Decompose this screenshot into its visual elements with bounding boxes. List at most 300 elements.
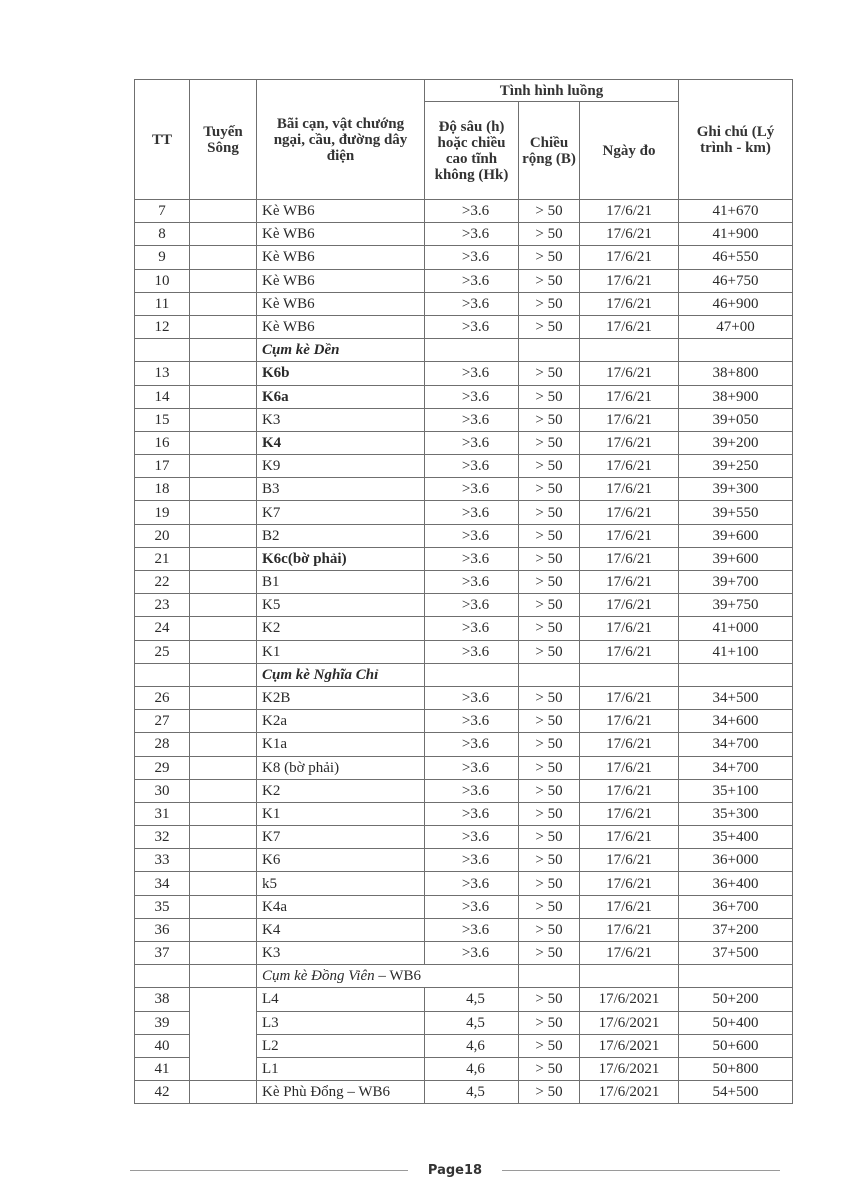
- obstacle-name: Kè WB6: [257, 315, 425, 338]
- obstacle-name: K9: [257, 455, 425, 478]
- date-cell: 17/6/21: [580, 246, 679, 269]
- tt-cell: 35: [135, 895, 190, 918]
- obstacle-name: K7: [257, 501, 425, 524]
- river-cell: [190, 408, 257, 431]
- note-cell: 39+600: [679, 547, 793, 570]
- note-cell: 41+100: [679, 640, 793, 663]
- date-cell: 17/6/21: [580, 547, 679, 570]
- width-cell: > 50: [519, 524, 580, 547]
- header-width: Chiều rộng (B): [519, 102, 580, 200]
- date-cell: 17/6/21: [580, 455, 679, 478]
- depth-cell: >3.6: [425, 942, 519, 965]
- note-cell: 39+200: [679, 431, 793, 454]
- river-cell: [190, 918, 257, 941]
- group-row: [135, 663, 793, 686]
- width-cell: > 50: [519, 918, 580, 941]
- note-cell: 34+700: [679, 733, 793, 756]
- width-cell: [519, 339, 580, 362]
- date-cell: 17/6/21: [580, 594, 679, 617]
- depth-cell: >3.6: [425, 779, 519, 802]
- tt-cell: 36: [135, 918, 190, 941]
- table-row: [135, 315, 793, 338]
- tt-cell: 22: [135, 571, 190, 594]
- date-cell: 17/6/21: [580, 315, 679, 338]
- river-cell: [190, 663, 257, 686]
- note-cell: [679, 663, 793, 686]
- obstacle-name: L4: [257, 988, 425, 1011]
- river-cell: [190, 942, 257, 965]
- obstacle-name: K6a: [257, 385, 425, 408]
- note-cell: 50+800: [679, 1057, 793, 1080]
- header-obstacle-name: Bãi cạn, vật chướng ngại, cầu, đường dây điện: [257, 80, 425, 200]
- note-cell: 50+400: [679, 1011, 793, 1034]
- width-cell: > 50: [519, 1034, 580, 1057]
- river-cell: [190, 547, 257, 570]
- width-cell: > 50: [519, 571, 580, 594]
- tt-cell: 14: [135, 385, 190, 408]
- width-cell: > 50: [519, 872, 580, 895]
- width-cell: > 50: [519, 269, 580, 292]
- table-row: [135, 501, 793, 524]
- tt-cell: 9: [135, 246, 190, 269]
- table-row: [135, 942, 793, 965]
- date-cell: 17/6/21: [580, 872, 679, 895]
- table-row: [135, 455, 793, 478]
- note-cell: 34+600: [679, 710, 793, 733]
- date-cell: 17/6/21: [580, 733, 679, 756]
- date-cell: 17/6/21: [580, 802, 679, 825]
- table-row: [135, 408, 793, 431]
- note-cell: 35+300: [679, 802, 793, 825]
- table-row: [135, 640, 793, 663]
- depth-cell: >3.6: [425, 849, 519, 872]
- width-cell: > 50: [519, 223, 580, 246]
- group-row: [135, 339, 793, 362]
- river-cell: [190, 710, 257, 733]
- tt-cell: 26: [135, 686, 190, 709]
- page-number: Page18: [427, 1162, 483, 1178]
- depth-cell: >3.6: [425, 501, 519, 524]
- width-cell: > 50: [519, 594, 580, 617]
- table-row: [135, 988, 793, 1011]
- river-cell: [190, 617, 257, 640]
- width-cell: > 50: [519, 315, 580, 338]
- date-cell: 17/6/21: [580, 524, 679, 547]
- note-cell: 37+500: [679, 942, 793, 965]
- obstacle-name: K1a: [257, 733, 425, 756]
- table-row: [135, 246, 793, 269]
- obstacle-name: L3: [257, 1011, 425, 1034]
- note-cell: 54+500: [679, 1081, 793, 1104]
- table-row: [135, 779, 793, 802]
- table-row: [135, 826, 793, 849]
- depth-cell: >3.6: [425, 617, 519, 640]
- width-cell: > 50: [519, 733, 580, 756]
- table-row: [135, 478, 793, 501]
- header-tt: TT: [135, 80, 190, 200]
- date-cell: 17/6/21: [580, 571, 679, 594]
- depth-cell: >3.6: [425, 246, 519, 269]
- table-row: [135, 223, 793, 246]
- obstacle-name: K2: [257, 617, 425, 640]
- width-cell: > 50: [519, 1057, 580, 1080]
- width-cell: > 50: [519, 431, 580, 454]
- depth-cell: >3.6: [425, 571, 519, 594]
- note-cell: 47+00: [679, 315, 793, 338]
- table-row: [135, 918, 793, 941]
- river-cell: [190, 826, 257, 849]
- river-cell: [190, 965, 257, 988]
- river-cell: [190, 292, 257, 315]
- depth-cell: >3.6: [425, 826, 519, 849]
- obstacle-name: K2: [257, 779, 425, 802]
- width-cell: > 50: [519, 1081, 580, 1104]
- depth-cell: >3.6: [425, 756, 519, 779]
- tt-cell: 24: [135, 617, 190, 640]
- depth-cell: >3.6: [425, 362, 519, 385]
- date-cell: 17/6/2021: [580, 988, 679, 1011]
- table-header: [135, 80, 793, 200]
- table-row: [135, 617, 793, 640]
- date-cell: 17/6/21: [580, 362, 679, 385]
- date-cell: 17/6/21: [580, 779, 679, 802]
- note-cell: 41+670: [679, 200, 793, 223]
- obstacle-name: K2B: [257, 686, 425, 709]
- width-cell: > 50: [519, 802, 580, 825]
- river-cell: [190, 246, 257, 269]
- date-cell: 17/6/21: [580, 431, 679, 454]
- group-label: Cụm kè Nghĩa Chỉ: [257, 663, 425, 686]
- depth-cell: 4,6: [425, 1034, 519, 1057]
- tt-cell: 11: [135, 292, 190, 315]
- obstacle-name: L2: [257, 1034, 425, 1057]
- width-cell: > 50: [519, 988, 580, 1011]
- river-cell: [190, 802, 257, 825]
- date-cell: 17/6/21: [580, 501, 679, 524]
- date-cell: [580, 965, 679, 988]
- depth-cell: 4,5: [425, 988, 519, 1011]
- date-cell: 17/6/21: [580, 849, 679, 872]
- date-cell: 17/6/21: [580, 408, 679, 431]
- obstacle-name: K6: [257, 849, 425, 872]
- channel-status-table: [134, 79, 793, 1104]
- tt-cell: 23: [135, 594, 190, 617]
- obstacle-name: K2a: [257, 710, 425, 733]
- table-row: [135, 1081, 793, 1104]
- width-cell: > 50: [519, 408, 580, 431]
- obstacle-name: K4: [257, 431, 425, 454]
- table-row: [135, 431, 793, 454]
- depth-cell: >3.6: [425, 223, 519, 246]
- date-cell: 17/6/21: [580, 200, 679, 223]
- obstacle-name: K5: [257, 594, 425, 617]
- table-row: [135, 292, 793, 315]
- tt-cell: 25: [135, 640, 190, 663]
- depth-cell: [425, 339, 519, 362]
- note-cell: 34+700: [679, 756, 793, 779]
- width-cell: > 50: [519, 547, 580, 570]
- depth-cell: >3.6: [425, 200, 519, 223]
- table-row: [135, 710, 793, 733]
- note-cell: [679, 339, 793, 362]
- group-row: [135, 965, 793, 988]
- group-label: [257, 965, 519, 988]
- note-cell: 39+050: [679, 408, 793, 431]
- date-cell: 17/6/2021: [580, 1034, 679, 1057]
- table-row: [135, 802, 793, 825]
- width-cell: > 50: [519, 1011, 580, 1034]
- header-channel-status: Tình hình luồng: [425, 80, 679, 102]
- width-cell: > 50: [519, 686, 580, 709]
- depth-cell: >3.6: [425, 640, 519, 663]
- width-cell: > 50: [519, 826, 580, 849]
- width-cell: > 50: [519, 710, 580, 733]
- table-row: [135, 385, 793, 408]
- depth-cell: >3.6: [425, 455, 519, 478]
- date-cell: 17/6/21: [580, 826, 679, 849]
- depth-cell: >3.6: [425, 385, 519, 408]
- date-cell: 17/6/2021: [580, 1057, 679, 1080]
- footer-rule-left: [130, 1170, 408, 1171]
- tt-cell: 8: [135, 223, 190, 246]
- tt-cell: 10: [135, 269, 190, 292]
- date-cell: 17/6/21: [580, 292, 679, 315]
- obstacle-name: K3: [257, 942, 425, 965]
- note-cell: 39+550: [679, 501, 793, 524]
- width-cell: [519, 663, 580, 686]
- obstacle-name: K7: [257, 826, 425, 849]
- date-cell: 17/6/21: [580, 385, 679, 408]
- river-cell: [190, 872, 257, 895]
- date-cell: 17/6/21: [580, 710, 679, 733]
- tt-cell: 19: [135, 501, 190, 524]
- width-cell: > 50: [519, 779, 580, 802]
- obstacle-name: K6b: [257, 362, 425, 385]
- river-cell: [190, 385, 257, 408]
- tt-cell: 21: [135, 547, 190, 570]
- table-row: [135, 686, 793, 709]
- note-cell: 46+900: [679, 292, 793, 315]
- width-cell: > 50: [519, 385, 580, 408]
- depth-cell: >3.6: [425, 478, 519, 501]
- note-cell: 34+500: [679, 686, 793, 709]
- width-cell: > 50: [519, 362, 580, 385]
- depth-cell: >3.6: [425, 733, 519, 756]
- tt-cell: 16: [135, 431, 190, 454]
- footer-rule-right: [502, 1170, 780, 1171]
- group-label-main: Cụm kè Đồng Viên: [262, 968, 375, 985]
- table-row: [135, 547, 793, 570]
- tt-cell: 28: [135, 733, 190, 756]
- tt-cell: 20: [135, 524, 190, 547]
- table-row: [135, 362, 793, 385]
- width-cell: > 50: [519, 200, 580, 223]
- depth-cell: [425, 663, 519, 686]
- obstacle-name: k5: [257, 872, 425, 895]
- table-row: [135, 594, 793, 617]
- date-cell: 17/6/2021: [580, 1081, 679, 1104]
- depth-cell: >3.6: [425, 292, 519, 315]
- river-cell: [190, 594, 257, 617]
- river-cell: [190, 501, 257, 524]
- depth-cell: >3.6: [425, 269, 519, 292]
- note-cell: 39+250: [679, 455, 793, 478]
- date-cell: 17/6/21: [580, 223, 679, 246]
- page-footer: [100, 1160, 800, 1180]
- width-cell: > 50: [519, 501, 580, 524]
- depth-cell: >3.6: [425, 431, 519, 454]
- table-row: [135, 269, 793, 292]
- obstacle-name: K4a: [257, 895, 425, 918]
- river-cell: [190, 478, 257, 501]
- tt-cell: 29: [135, 756, 190, 779]
- river-cell: [190, 200, 257, 223]
- tt-cell: [135, 663, 190, 686]
- depth-cell: >3.6: [425, 872, 519, 895]
- date-cell: 17/6/21: [580, 918, 679, 941]
- tt-cell: 12: [135, 315, 190, 338]
- tt-cell: 13: [135, 362, 190, 385]
- depth-cell: >3.6: [425, 524, 519, 547]
- tt-cell: 34: [135, 872, 190, 895]
- tt-cell: 42: [135, 1081, 190, 1104]
- note-cell: 46+750: [679, 269, 793, 292]
- header-date: Ngày đo: [580, 102, 679, 200]
- obstacle-name: Kè WB6: [257, 223, 425, 246]
- river-cell: [190, 455, 257, 478]
- table-row: [135, 756, 793, 779]
- obstacle-name: K4: [257, 918, 425, 941]
- river-cell: [190, 895, 257, 918]
- width-cell: [519, 965, 580, 988]
- note-cell: 36+400: [679, 872, 793, 895]
- tt-cell: [135, 965, 190, 988]
- river-cell: [190, 640, 257, 663]
- river-cell: [190, 339, 257, 362]
- depth-cell: >3.6: [425, 918, 519, 941]
- river-cell: [190, 1081, 257, 1104]
- group-label-suffix: – WB6: [374, 968, 422, 985]
- note-cell: 35+400: [679, 826, 793, 849]
- table-body: [135, 200, 793, 1104]
- tt-cell: 15: [135, 408, 190, 431]
- obstacle-name: K1: [257, 802, 425, 825]
- date-cell: 17/6/21: [580, 617, 679, 640]
- note-cell: 38+800: [679, 362, 793, 385]
- obstacle-name: L1: [257, 1057, 425, 1080]
- river-cell: [190, 223, 257, 246]
- width-cell: > 50: [519, 617, 580, 640]
- tt-cell: 40: [135, 1034, 190, 1057]
- note-cell: 50+600: [679, 1034, 793, 1057]
- table-row: [135, 524, 793, 547]
- obstacle-name: Kè WB6: [257, 292, 425, 315]
- obstacle-name: Kè Phù Đổng – WB6: [257, 1081, 425, 1104]
- note-cell: 38+900: [679, 385, 793, 408]
- tt-cell: 27: [135, 710, 190, 733]
- depth-cell: >3.6: [425, 315, 519, 338]
- group-label: Cụm kè Dền: [257, 339, 425, 362]
- width-cell: > 50: [519, 942, 580, 965]
- table-row: [135, 872, 793, 895]
- tt-cell: 18: [135, 478, 190, 501]
- tt-cell: 41: [135, 1057, 190, 1080]
- depth-cell: 4,5: [425, 1011, 519, 1034]
- date-cell: 17/6/21: [580, 942, 679, 965]
- tt-cell: 30: [135, 779, 190, 802]
- date-cell: 17/6/21: [580, 640, 679, 663]
- date-cell: 17/6/2021: [580, 1011, 679, 1034]
- tt-cell: 17: [135, 455, 190, 478]
- river-cell: [190, 269, 257, 292]
- river-cell: [190, 362, 257, 385]
- river-cell: [190, 571, 257, 594]
- note-cell: [679, 965, 793, 988]
- width-cell: > 50: [519, 478, 580, 501]
- tt-cell: 39: [135, 1011, 190, 1034]
- obstacle-name: B1: [257, 571, 425, 594]
- depth-cell: >3.6: [425, 802, 519, 825]
- obstacle-name: K6c(bờ phải): [257, 547, 425, 570]
- tt-cell: 38: [135, 988, 190, 1011]
- depth-cell: >3.6: [425, 408, 519, 431]
- note-cell: 41+000: [679, 617, 793, 640]
- note-cell: 36+700: [679, 895, 793, 918]
- note-cell: 35+100: [679, 779, 793, 802]
- tt-cell: 37: [135, 942, 190, 965]
- date-cell: 17/6/21: [580, 756, 679, 779]
- obstacle-name: Kè WB6: [257, 200, 425, 223]
- river-cell: [190, 733, 257, 756]
- depth-cell: 4,6: [425, 1057, 519, 1080]
- river-cell: [190, 849, 257, 872]
- obstacle-name: B2: [257, 524, 425, 547]
- obstacle-name: Kè WB6: [257, 246, 425, 269]
- table-row: [135, 733, 793, 756]
- date-cell: 17/6/21: [580, 269, 679, 292]
- header-note: Ghi chú (Lý trình - km): [679, 80, 793, 200]
- width-cell: > 50: [519, 292, 580, 315]
- depth-cell: >3.6: [425, 547, 519, 570]
- note-cell: 39+300: [679, 478, 793, 501]
- depth-cell: >3.6: [425, 895, 519, 918]
- width-cell: > 50: [519, 455, 580, 478]
- table-row: [135, 895, 793, 918]
- width-cell: > 50: [519, 640, 580, 663]
- depth-cell: >3.6: [425, 686, 519, 709]
- obstacle-name: K1: [257, 640, 425, 663]
- depth-cell: 4,5: [425, 1081, 519, 1104]
- width-cell: > 50: [519, 849, 580, 872]
- river-cell: [190, 524, 257, 547]
- table-row: [135, 571, 793, 594]
- table-row: [135, 200, 793, 223]
- river-cell: [190, 431, 257, 454]
- obstacle-name: K8 (bờ phải): [257, 756, 425, 779]
- note-cell: 39+750: [679, 594, 793, 617]
- note-cell: 50+200: [679, 988, 793, 1011]
- width-cell: > 50: [519, 246, 580, 269]
- date-cell: [580, 663, 679, 686]
- note-cell: 39+700: [679, 571, 793, 594]
- date-cell: [580, 339, 679, 362]
- date-cell: 17/6/21: [580, 478, 679, 501]
- tt-cell: 31: [135, 802, 190, 825]
- width-cell: > 50: [519, 756, 580, 779]
- width-cell: > 50: [519, 895, 580, 918]
- table-row: [135, 849, 793, 872]
- river-cell: [190, 315, 257, 338]
